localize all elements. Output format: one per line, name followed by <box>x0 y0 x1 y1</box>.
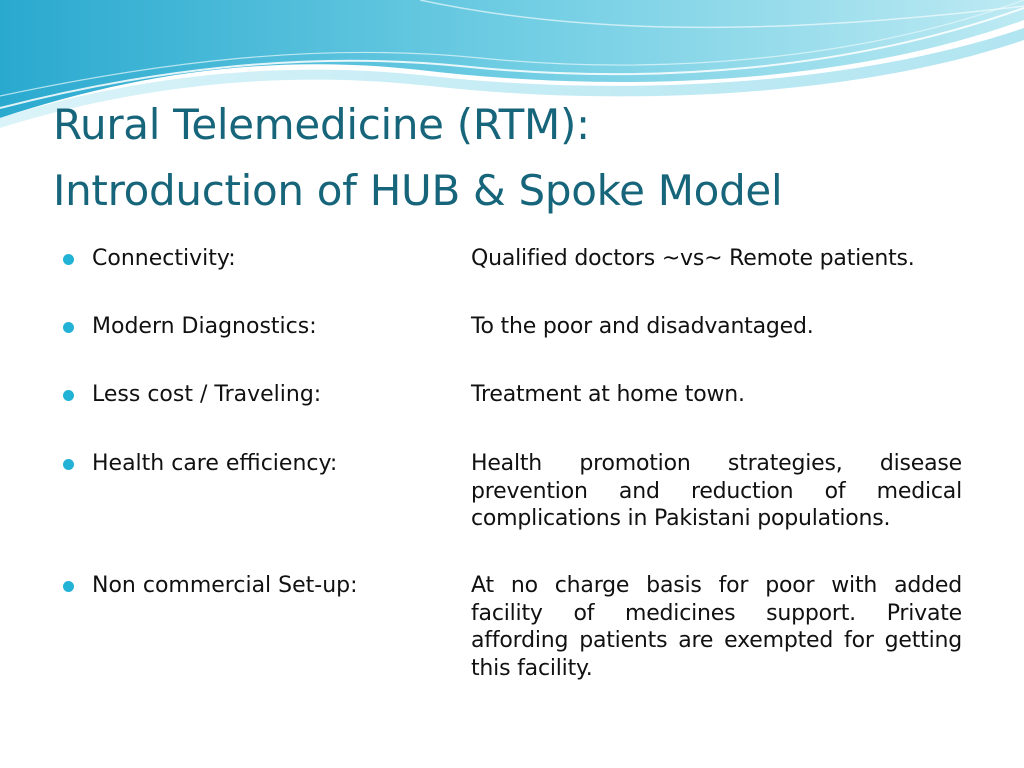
item-description: At no charge basis for poor with added facility of medicines support. Private affording patients are exempted for getting this facility. <box>471 573 962 681</box>
item-label: Modern Diagnostics: <box>92 314 317 339</box>
slide-title-line-2: Introduction of HUB & Spoke Model <box>53 166 783 215</box>
item-description: Health promotion strategies, disease prevention and reduction of medical complications in Pakistani populations. <box>471 451 962 531</box>
bullet-dot-icon <box>63 322 74 333</box>
item-description: Qualified doctors ~vs~ Remote patients. <box>471 246 915 271</box>
bullet-dot-icon <box>63 390 74 401</box>
bullet-dot-icon <box>63 581 74 592</box>
item-label: Health care efficiency: <box>92 451 338 476</box>
bullet-dot-icon <box>63 254 74 265</box>
item-description: Treatment at home town. <box>471 382 745 407</box>
item-label: Connectivity: <box>92 246 236 271</box>
item-description: To the poor and disadvantaged. <box>471 314 814 339</box>
slide-title-line-1: Rural Telemedicine (RTM): <box>53 100 590 149</box>
item-label: Non commercial Set-up: <box>92 573 358 598</box>
bullet-dot-icon <box>63 459 74 470</box>
item-label: Less cost / Traveling: <box>92 382 322 407</box>
